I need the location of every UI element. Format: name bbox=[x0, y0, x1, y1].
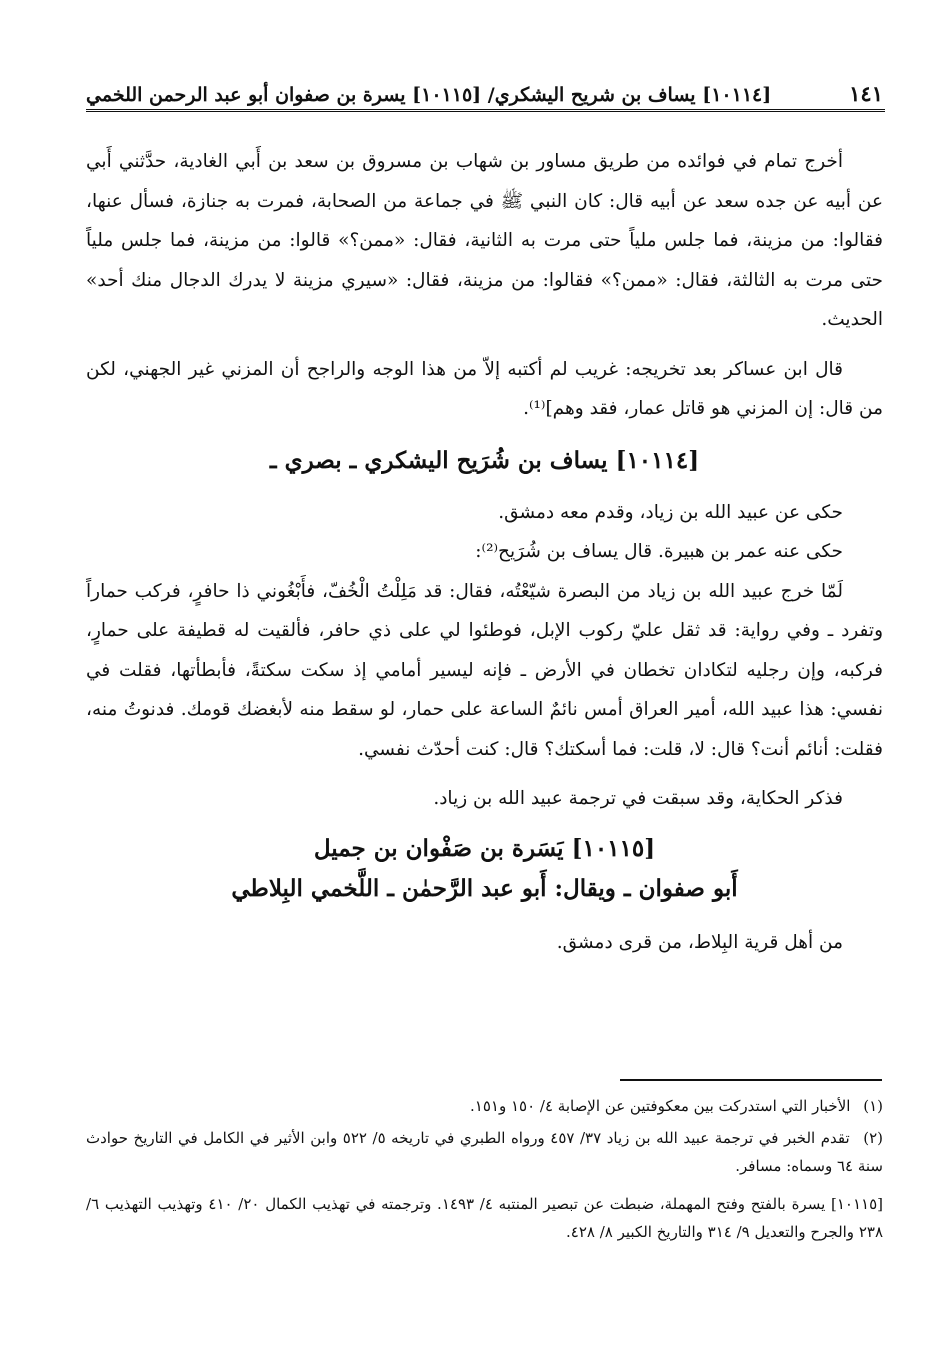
paragraph-ibn-asakir: قال ابن عساكر بعد تخريجه: غريب لم أكتبه إلاّ من هذا الوجه والراجح أن المزني غير الجهني، لكن من قال: إن المزني هو قاتل عمار، فقد وهم]⁽¹⁾. bbox=[86, 358, 883, 419]
entry-heading-10114: [١٠١١٤] يساف بن شُرَيح اليشكري ـ بصري ـ bbox=[269, 446, 700, 474]
entry-heading-10115-line1: [١٠١١٥] يَسَرة بن صَفْوان بن جميل bbox=[313, 834, 656, 862]
entry-heading-10115-line2: أَبو صفوان ـ ويقال: أَبو عبد الرَّحمٰن ـ اللَّخمي البِلاطي bbox=[231, 874, 738, 902]
footnote-1-number: (١) bbox=[863, 1097, 883, 1115]
entry-10114-story: لَمّا خرج عبيد الله بن زياد من البصرة شيّعْتُه، فقال: قد مَلِلْتُ الْخُفّ، فأَبْغُوني ذا حافرٍ، فركب حماراً وتفرد ـ وفي رواية: قد ثقل عليّ ركوب الإبل، فوطئوا لي على ذي حافر، فألقيت له قطيفة على حمارٍ، فركبه، وإن رجليه لتكادان تخطان في الأرض ـ فإنه ليسير أمامي إذ سكت سكتةً، فأبطأتها، فقلت في نفسي: هذا عبيد الله، أمير العراق أمس نائمٌ الساعة على حمار، لو سقط منه لأبغضك قومك. فدنوتُ منه، فقلت: أنائم أنت؟ قال: لا، قلت: فما أسكتك؟ قال: كنت أحدّث نفسي. bbox=[86, 580, 883, 760]
footnote-2 bbox=[86, 1124, 883, 1180]
source-note-10115: [١٠١١٥] يسرة بالفتح وفتح المهملة، ضبطت عن تبصير المنتبه ٤/ ١٤٩٣. وترجمته في تهذيب الكمال ٢٠/ ٤١٠ وتهذيب التهذيب ٦/ ٢٣٨ والجرح والتعديل ٩/ ٣١٤ والتاريخ الكبير ٨/ ٤٢٨. bbox=[86, 1195, 883, 1241]
paragraph-hadith: أخرج تمام في فوائده من طريق مساور بن شهاب بن مسروق بن سعد بن أَبي الغادية، حدَّثني أَبي عن أبيه عن جده سعد عن أبيه قال: كان النبي ﷺ في جماعة من الصحابة، فمرت به جنازة، فسأل عنها، فقالوا: من مزينة، فما جلس ملياً حتى مرت به الثانية، فقال: «ممن؟» قالوا: من مزينة، فما جلس ملياً حتى مرت به الثالثة، فقال: «ممن؟» فقالوا: من مزينة، فقال: «سيري مزينة لا يدرك الدجال منك أحد» الحديث. bbox=[86, 151, 883, 330]
footnote-1 bbox=[86, 1092, 883, 1120]
entry-10114-line1: حكى عن عبيد الله بن زياد، وقدم معه دمشق. bbox=[498, 501, 843, 523]
running-header bbox=[86, 70, 883, 106]
footnote-2-text: تقدم الخبر في ترجمة عبيد الله بن زياد ٣٧/ ٤٥٧ ورواه الطبري في تاريخه ٥/ ٥٢٢ وابن الأثير في الكامل في التاريخ حوادث سنة ٦٤ وسماه: مسافر. bbox=[86, 1129, 883, 1175]
footnote-divider bbox=[620, 1079, 882, 1081]
footnote-1-text: الأخبار التي استدركت بين معكوفتين عن الإصابة ٤/ ١٥٠ و١٥١. bbox=[469, 1097, 851, 1115]
entry-heading-10115 bbox=[86, 829, 883, 909]
entry-10114-line2: حكى عنه عمر بن هبيرة. قال يساف بن شُرَيح⁽²⁾: bbox=[475, 541, 843, 562]
entry-10114-closing: فذكر الحكاية، وقد سبقت في ترجمة عبيد الله بن زياد. bbox=[433, 788, 843, 809]
footnotes bbox=[86, 1092, 883, 1250]
footnote-2-number: (٢) bbox=[863, 1129, 883, 1147]
main-text bbox=[86, 142, 883, 962]
header-divider bbox=[86, 109, 885, 112]
page-number: ١٤١ bbox=[849, 81, 883, 106]
entry-10115-line1: من أهل قرية البِلاط، من قرى دمشق. bbox=[556, 931, 843, 953]
running-title: [١٠١١٤] يساف بن شريح اليشكري/ [١٠١١٥] يسرة بن صفوان أبو عبد الرحمن اللخمي bbox=[86, 84, 772, 106]
